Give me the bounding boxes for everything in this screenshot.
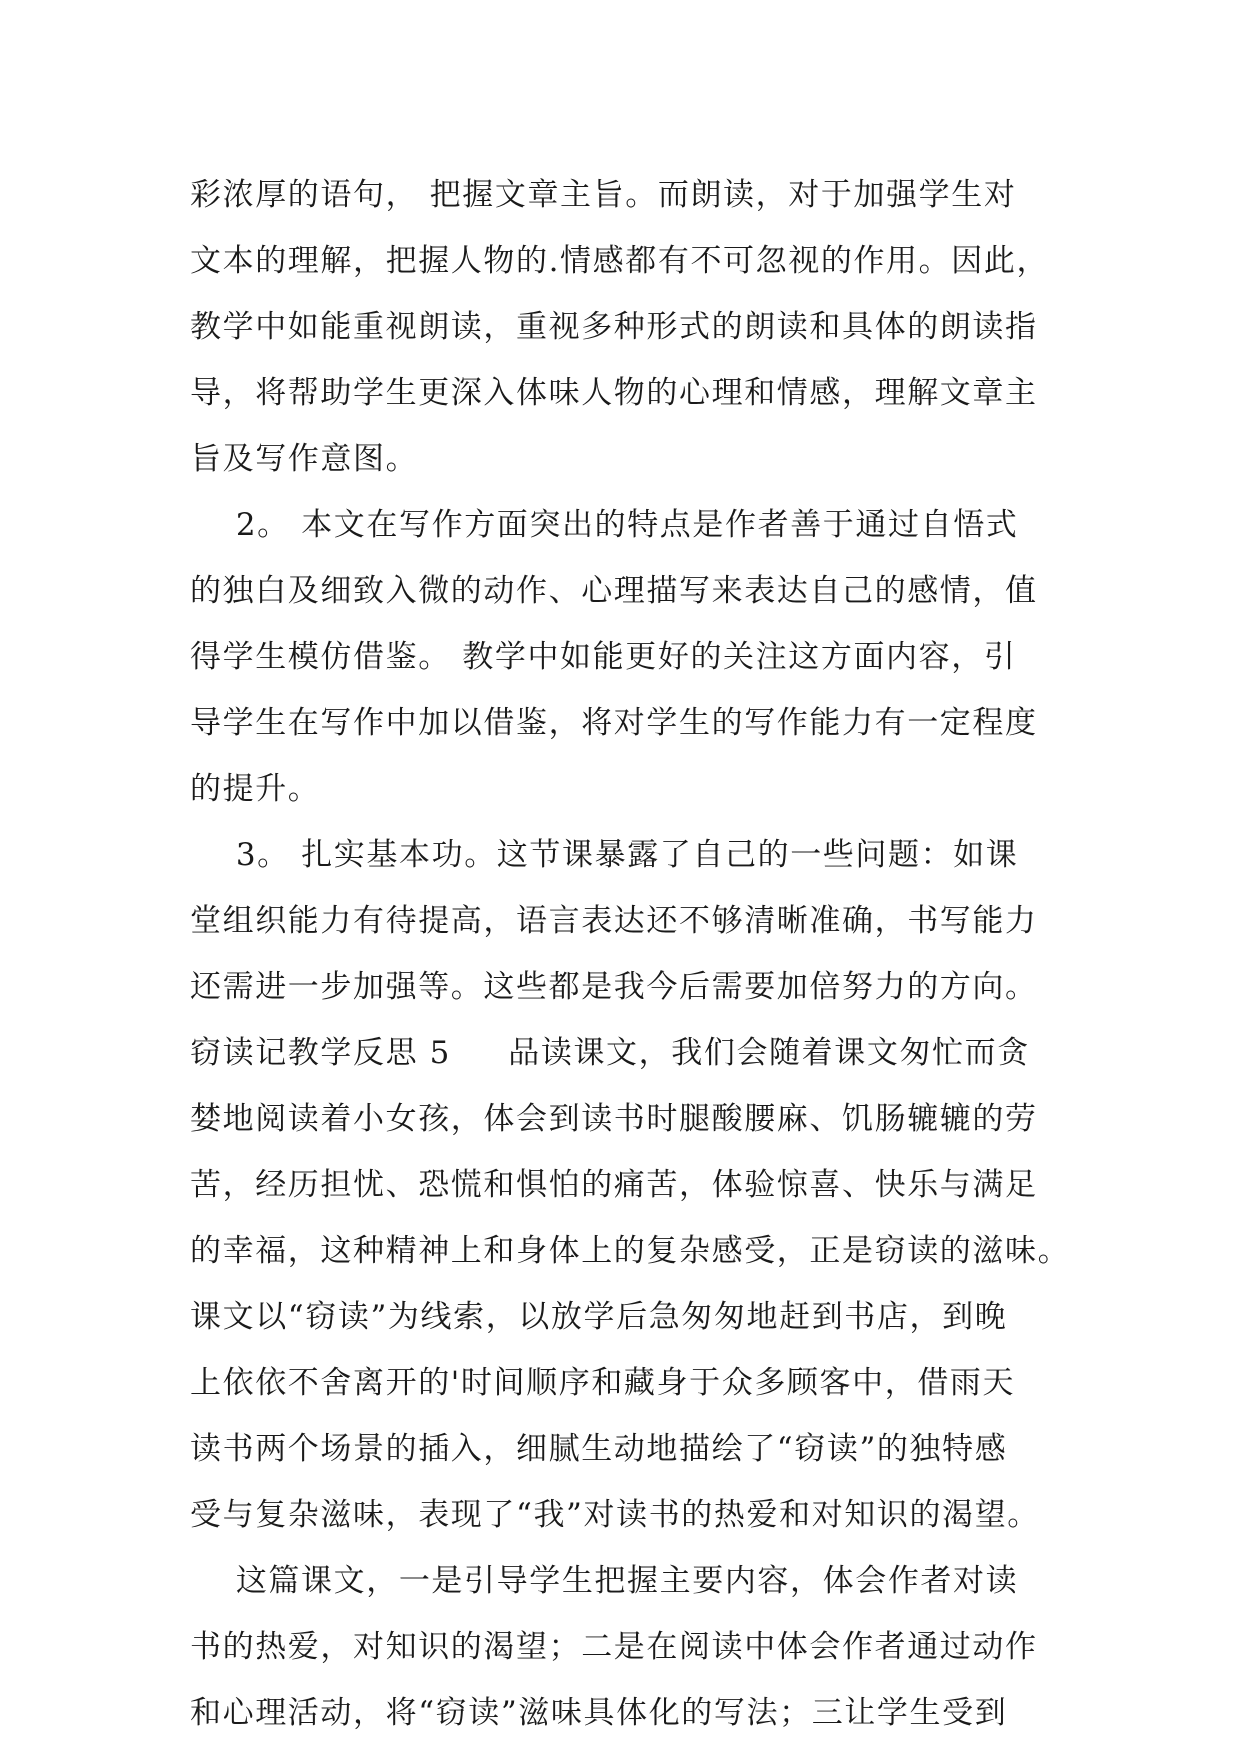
text-line: 受与复杂滋味，表现了“我”对读书的热爱和对知识的渴望。 (190, 1497, 1040, 1533)
text-line: 和心理活动，将“窃读”滋味具体化的写法；三让学生受到 (190, 1695, 1008, 1731)
text-line: 彩浓厚的语句， 把握文章主旨。而朗读，对于加强学生对 (190, 177, 1017, 213)
text-line: 婪地阅读着小女孩，体会到读书时腿酸腰麻、饥肠辘辘的劳 (190, 1101, 1038, 1137)
text-line: 还需进一步加强等。这些都是我今后需要加倍努力的方向。 (190, 969, 1038, 1005)
text-line: 2。 本文在写作方面突出的特点是作者善于通过自悟式 (190, 507, 1019, 543)
text-line: 得学生模仿借鉴。 教学中如能更好的关注这方面内容，引 (190, 639, 1017, 675)
body-text (190, 162, 1070, 1746)
text-line: 苦，经历担忧、恐慌和惧怕的痛苦，体验惊喜、快乐与满足 (190, 1167, 1038, 1203)
text-line: 导学生在写作中加以借鉴，将对学生的写作能力有一定程度 (190, 705, 1038, 741)
text-line: 堂组织能力有待提高，语言表达还不够清晰准确，书写能力 (190, 903, 1038, 939)
text-line: 文本的理解，把握人物的.情感都有不可忽视的作用。因此， (190, 243, 1050, 279)
text-line: 书的热爱，对知识的渴望；二是在阅读中体会作者通过动作 (190, 1629, 1038, 1665)
text-line: 窃读记教学反思 5 品读课文，我们会随着课文匆忙而贪 (190, 1035, 1030, 1071)
text-line: 这篇课文，一是引导学生把握主要内容，体会作者对读 (190, 1563, 1019, 1599)
text-line: 的独白及细致入微的动作、心理描写来表达自己的感情，值 (190, 573, 1038, 609)
text-line: 的幸福，这种精神上和身体上的复杂感受，正是窃读的滋味。 (190, 1233, 1071, 1269)
text-line: 读书两个场景的插入，细腻生动地描绘了“窃读”的独特感 (190, 1431, 1008, 1467)
text-line: 旨及写作意图。 (190, 441, 419, 477)
text-line: 课文以“窃读”为线索，以放学后急匆匆地赶到书店，到晚 (190, 1299, 1008, 1335)
text-line: 3。 扎实基本功。这节课暴露了自己的一些问题：如课 (190, 837, 1019, 873)
text-line: 教学中如能重视朗读，重视多种形式的朗读和具体的朗读指 (190, 309, 1038, 345)
text-line: 的提升。 (190, 771, 321, 807)
text-line: 导，将帮助学生更深入体味人物的心理和情感，理解文章主 (190, 375, 1038, 411)
text-line: 上依依不舍离开的'时间顺序和藏身于众多顾客中，借雨天 (190, 1365, 1016, 1401)
